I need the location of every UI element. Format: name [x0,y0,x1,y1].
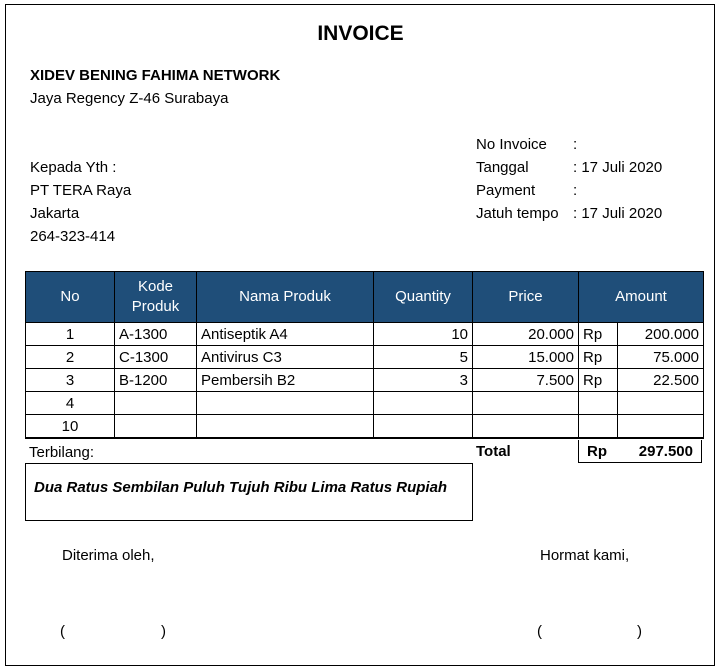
cell-price: 15.000 [473,346,579,369]
total-label: Total [476,443,511,460]
cell-qty [374,392,473,415]
col-header-nama: Nama Produk [197,272,374,323]
cell-no: 2 [26,346,115,369]
cell-price [473,392,579,415]
meta-label-due-date: Jatuh tempo [476,205,559,222]
cell-qty: 10 [374,323,473,346]
cell-amount: 200.000 [618,323,704,346]
cell-currency [579,392,618,415]
cell-amount [618,392,704,415]
regards-signature-open: ( [537,623,542,640]
cell-no: 1 [26,323,115,346]
col-header-quantity: Quantity [374,272,473,323]
cell-qty: 3 [374,369,473,392]
meta-value-due-date: : 17 Juli 2020 [573,205,663,222]
cell-kode: B-1200 [115,369,197,392]
col-header-kode: Kode Produk [115,272,197,323]
amount-in-words-box [25,463,473,521]
cell-qty: 5 [374,346,473,369]
total-currency: Rp [587,443,607,460]
cell-nama: Antiseptik A4 [197,323,374,346]
col-header-amount: Amount [579,272,704,323]
company-name: XIDEV BENING FAHIMA NETWORK [30,67,281,84]
meta-label-payment: Payment [476,182,536,199]
amount-in-words: Dua Ratus Sembilan Puluh Tujuh Ribu Lima Ratus Rupiah [34,479,448,496]
cell-nama: Pembersih B2 [197,369,374,392]
meta-label-date: Tanggal [476,159,529,176]
invoice-title: INVOICE [317,22,404,45]
table-row [26,415,704,439]
table-row [26,323,704,346]
cell-kode [115,392,197,415]
recipient-city: Jakarta [30,205,80,222]
items-table [25,271,704,439]
company-address: Jaya Regency Z-46 Surabaya [30,90,229,107]
total-value: 297.500 [638,443,693,460]
cell-no: 10 [26,415,115,439]
table-row [26,392,704,415]
table-row [26,369,704,392]
cell-nama: Antivirus C3 [197,346,374,369]
table-header-row [26,272,704,323]
cell-amount: 75.000 [618,346,704,369]
terbilang-label: Terbilang: [29,444,95,461]
table-row [26,346,704,369]
cell-price: 20.000 [473,323,579,346]
cell-currency: Rp [579,369,618,392]
meta-value-invoice-no: : [573,136,578,153]
cell-amount [618,415,704,439]
cell-no: 4 [26,392,115,415]
cell-nama [197,392,374,415]
cell-no: 3 [26,369,115,392]
cell-kode: C-1300 [115,346,197,369]
recipient-phone: 264-323-414 [30,228,116,245]
cell-nama [197,415,374,439]
cell-currency: Rp [579,346,618,369]
cell-amount: 22.500 [618,369,704,392]
meta-label-invoice-no: No Invoice [476,136,547,153]
cell-kode: A-1300 [115,323,197,346]
total-box [578,440,702,463]
regards-label: Hormat kami, [540,547,630,564]
regards-signature-close: ) [637,623,642,640]
meta-value-date: : 17 Juli 2020 [573,159,663,176]
cell-currency [579,415,618,439]
cell-currency: Rp [579,323,618,346]
meta-value-payment: : [573,182,578,199]
cell-price: 7.500 [473,369,579,392]
cell-qty [374,415,473,439]
recipient-name: PT TERA Raya [30,182,132,199]
recipient-label: Kepada Yth : [30,159,117,176]
received-by-label: Diterima oleh, [62,547,155,564]
col-header-no: No [26,272,115,323]
received-signature-close: ) [161,623,166,640]
col-header-price: Price [473,272,579,323]
received-signature-open: ( [60,623,65,640]
cell-kode [115,415,197,439]
cell-price [473,415,579,439]
